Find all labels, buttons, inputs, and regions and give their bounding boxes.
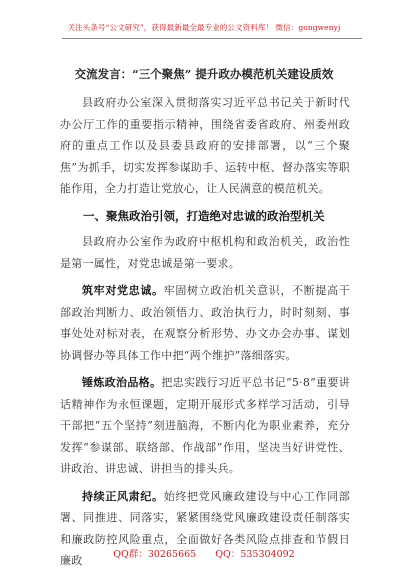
paragraph-loyalty-lead: 筑牢对党忠诚。	[82, 284, 164, 297]
paragraph-character-text: 把忠实践行习近平总书记“5·8”重要讲话精神作为永恒课题，定期开展形式多样学习活动，引导干部把“五个坚持”刻进脑海，不断内化为职业素养，充分发挥“参谋部、联络部、作战部”作用，坚决当好讲党性、讲政治、讲忠诚、讲担当的排头兵。	[60, 376, 351, 475]
footer-qq-group: QQ群：30265665	[113, 549, 197, 560]
paragraph-character-lead: 锤炼政治品格。	[82, 376, 162, 389]
paragraph-discipline-text: 始终把党风廉政建设与中心工作同部署、同推进、同落实，紧紧围绕党风廉政建设责任制落实和廉政防控风险重点，全面做好各类风险点排查和节假日廉政	[60, 489, 351, 567]
paragraph-character	[60, 372, 350, 480]
header-divider	[62, 38, 362, 39]
footer-qq: QQ：535304092	[215, 549, 295, 560]
section-1-intro-paragraph: 县政府办公室作为政府中枢机构和政治机关，政治性是第一属性，对党忠诚是第一要求。	[60, 235, 350, 270]
document-title: 交流发言：“三个聚焦” 提升政办模范机关建设质效	[74, 67, 334, 81]
paragraph-loyalty-text: 牢固树立政治机关意识，不断提高干部政治判断力、政治领悟力、政治执行力，时时刻刻、事事处处对标对表，在观察分析形势、办文办会办事、谋划协调督办等具体工作中把“两个维护”落细落实。	[60, 284, 351, 362]
footer-contact	[0, 546, 408, 560]
header-note: 关注头条号“公文研究”，获得最新最全最专业的公文资料库！ 微信：gongwenyj	[67, 23, 341, 32]
paragraph-discipline-lead: 持续正风肃纪。	[82, 489, 164, 503]
intro-paragraph: 县政府办公室深入贯彻落实习近平总书记关于新时代办公厅工作的重要指示精神，围绕省委省政府、州委州政府的重点工作以及县委县政府的安排部署，以“三个聚焦”为抓手，切实发挥参谋助手、运转中枢、督办落实等职能作用，全力打造让党放心，让人民满意的模范机关。	[60, 96, 350, 195]
paragraph-loyalty	[60, 280, 350, 366]
section-heading-1: 一、聚焦政治引领，打造绝对忠诚的政治型机关	[83, 208, 325, 223]
document-body	[60, 92, 350, 578]
